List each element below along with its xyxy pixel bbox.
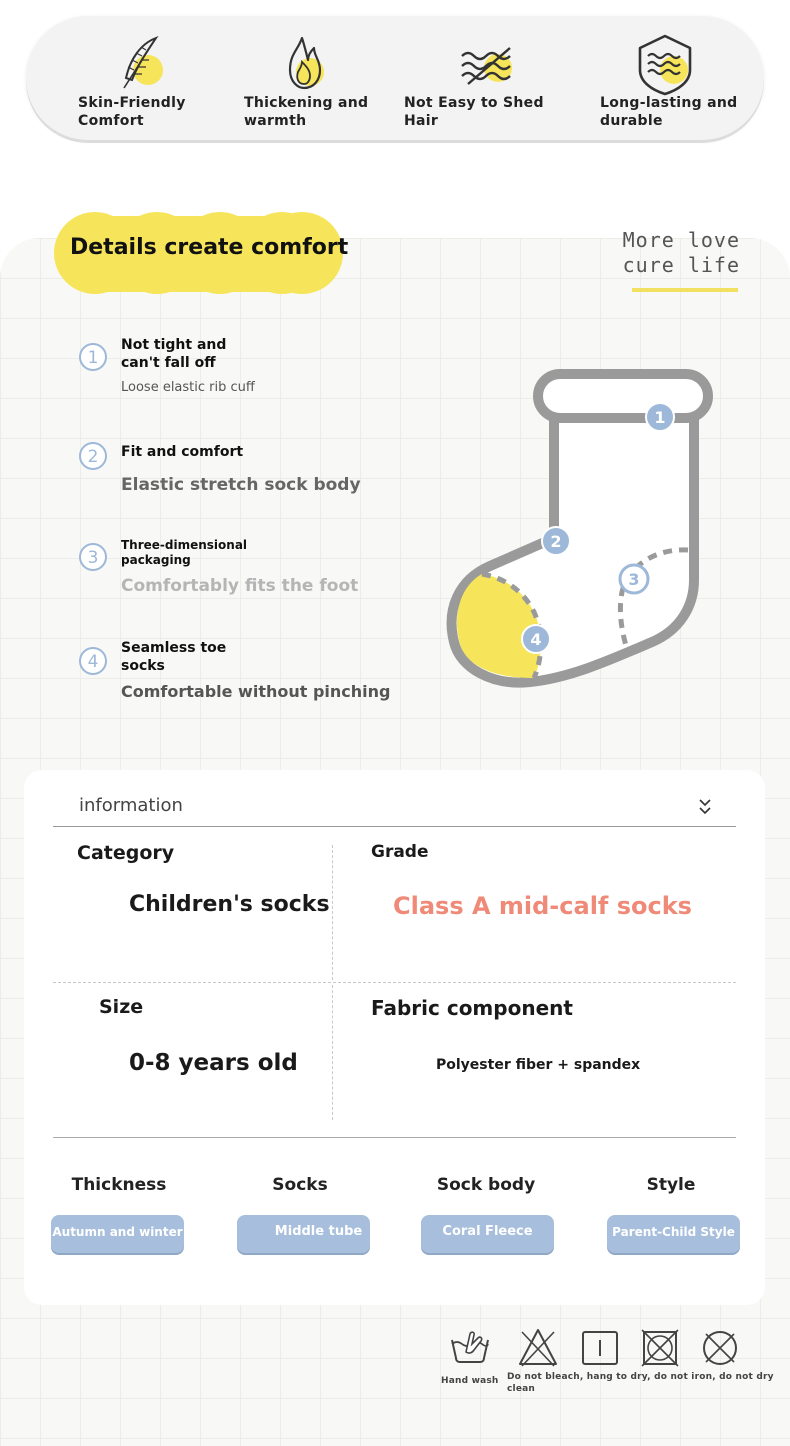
thickness-label: Thickness	[71, 1175, 167, 1195]
hand-wash-label: Hand wash	[441, 1376, 499, 1386]
style-value-pill: Parent-Child Style	[607, 1215, 740, 1253]
sock-marker-3	[620, 565, 648, 593]
hair-wave-icon	[454, 30, 524, 100]
no-dry-clean-icon	[698, 1326, 742, 1370]
sock-marker-1	[646, 403, 674, 431]
number-2-icon	[78, 441, 108, 471]
category-label: Category	[77, 842, 175, 864]
fabric-value: Polyester fiber + spandex	[436, 1057, 641, 1073]
detail-title: Three-dimensional packaging	[121, 538, 248, 567]
flame-icon	[268, 30, 338, 100]
style-label: Style	[646, 1175, 696, 1195]
divider	[332, 985, 333, 1120]
sock-marker-label: 4	[530, 630, 542, 649]
thickness-value-pill: Autumn and winter	[51, 1215, 184, 1253]
sock-illustration	[430, 360, 730, 700]
svg-text:2: 2	[87, 447, 99, 467]
detail-subtitle: Comfortable without pinching	[121, 682, 391, 701]
socks-label: Socks	[272, 1175, 328, 1195]
size-value: 0-8 years old	[129, 1050, 298, 1076]
feather-icon	[104, 30, 174, 100]
svg-text:4: 4	[87, 652, 99, 672]
detail-subtitle: Loose elastic rib cuff	[121, 380, 255, 395]
divider	[53, 1137, 736, 1138]
chevron-down-icon[interactable]	[694, 795, 716, 819]
sock-body-label: Sock body	[436, 1175, 536, 1195]
fabric-label: Fabric component	[371, 996, 573, 1020]
divider	[53, 826, 736, 827]
care-label: Do not bleach, hang to dry, do not iron, do not dry	[507, 1372, 774, 1382]
no-iron-icon	[638, 1326, 682, 1370]
sock-marker-label: 1	[654, 408, 666, 427]
category-value: Children's socks	[129, 892, 330, 917]
svg-text:1: 1	[87, 348, 99, 368]
number-1-icon	[78, 342, 108, 372]
grade-value: Class A mid-calf socks	[393, 892, 692, 920]
detail-subtitle: Elastic stretch sock body	[121, 475, 361, 495]
svg-text:3: 3	[87, 548, 99, 568]
feature-label: Long-lasting and durable	[600, 95, 738, 129]
grade-label: Grade	[371, 842, 429, 862]
care-label: clean	[507, 1384, 536, 1394]
size-label: Size	[99, 996, 144, 1018]
sock-marker-2	[542, 527, 570, 555]
information-heading: information	[79, 795, 183, 816]
detail-title: Fit and comfort	[121, 444, 244, 460]
socks-value-pill: Middle tube	[237, 1215, 370, 1253]
sock-body-value-pill: Coral Fleece	[421, 1215, 554, 1253]
hang-dry-icon	[578, 1326, 622, 1370]
feature-strip	[26, 16, 764, 140]
number-3-icon	[78, 542, 108, 572]
sock-marker-4	[522, 625, 550, 653]
feature-label: Thickening and warmth	[244, 95, 369, 129]
sock-marker-label: 3	[628, 570, 640, 589]
sock-marker-label: 2	[550, 532, 562, 551]
divider	[53, 982, 736, 983]
shield-icon	[630, 30, 700, 100]
tagline-underline	[632, 288, 738, 292]
detail-title: Seamless toe socks	[121, 640, 227, 674]
hand-wash-icon	[448, 1326, 492, 1370]
number-4-icon	[78, 646, 108, 676]
section-title: Details create comfort	[70, 235, 349, 260]
detail-subtitle: Comfortably fits the foot	[121, 576, 359, 596]
detail-title: Not tight and can't fall off	[121, 337, 227, 371]
divider	[332, 845, 333, 980]
tagline: More love cure life	[622, 228, 740, 277]
feature-label: Not Easy to Shed Hair	[404, 95, 544, 129]
feature-label: Skin-Friendly Comfort	[78, 95, 186, 129]
no-bleach-icon	[516, 1326, 560, 1370]
